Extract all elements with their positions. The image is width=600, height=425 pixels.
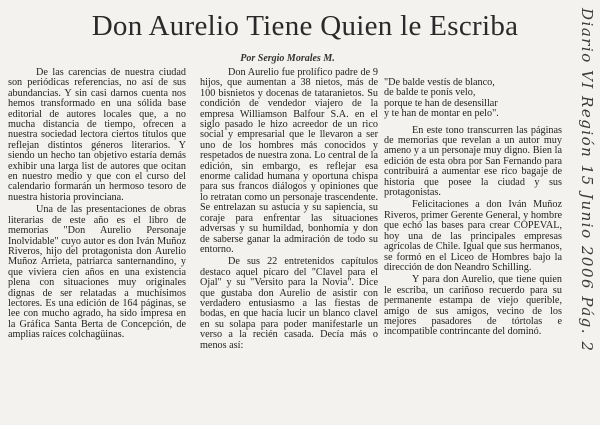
article-byline: Por Sergio Morales M. [240,53,335,64]
paragraph: Y para don Aurelio, que tiene quien le escriba, un cariñoso recuerdo para su permanente estampa de viejo querible, amigo de sus amigos, vecino de los mejores pasadores de tórtolas e incompatible contrincante del dominó. [384,274,562,338]
handwritten-source-note: Diario VI Región 15 Junio 2006 Pág. 2 [578,8,596,353]
paragraph: Una de las presentaciones de obras literarias de este año es el libro de memorias "Don Aurelio Personaje Inolvidable" cuyo autor es don Iván Muñoz Riveros, hijo del protagonista don Aurelio Muñoz Arrieta, patriarca santernandino, y que viviera cien años en una existencia plena con situaciones muy originales dignas de ser relatadas a muchísimos lectores. Es una edición de 164 páginas, se lee con mucho agrado, ha sido impresa en la Gráfica Santa Berta de Concepción, de amplias raíces colchagüinas. [8,204,186,341]
paragraph: En este tono transcurren las páginas de memorias que revelan a un autor muy ameno y a un personaje muy digno. Bien la edición de esta obra por San Fernando para contribuirá a aumentar ese rico bagaje de historia que posee la ciudad y sus protagonistas. [384,124,562,199]
column-3 [384,78,562,338]
paragraph: De las carencias de nuestra ciudad son periódicas referencias, no así de sus abundancias. Y sin casi darnos cuenta nos hemos transformado en una sólida base editorial de autores locales que, a no mucha distancia de tiempo, ofrecen a nuestra sociedad lectora ciertos títulos que reflejan distintos géneros literarios. Y siendo un hecho tan objetivo estaría demás exhibir una larga list de autores que ocitan en nuestro medio y que con el curso del calendario formarán un hermoso tesoro de nuestra historia provinciana. [8,67,186,203]
paragraph: Don Aurelio fue prolífico padre de 9 hijos, que aumentan a 38 nietos, más de 100 bisnietos y docenas de tataranietos. Su condición de vendedor viajero de la empresa Williamson Balfour S.A. en el siglo pasado le hizo acreedor de un rico social y empresarial que le llevaron a ser uno de los hombres más conocidos y respetados de nuestra zona. Lo central de la edición, sin embargo, es reflejar esa enorme calidad humana y oportuna chispa para sus francos diálogos y opiniones que lo retratan como un personaje trascendente. Se entrelazan su astucia y su sapiencia, su coraje para enfrentar las situaciones adversas y su humildad, bonhomía y don de saberse ganar la admiración de todo su entorno. [200,67,378,255]
column-2 [200,68,378,351]
poem-line: y te han de montar en pelo". [384,108,499,120]
poem-line: "De balde vestís de blanco, [384,77,495,88]
poem-line: porque te han de desensillar [384,97,498,109]
article-title: Don Aurelio Tiene Quien le Escriba [91,10,519,42]
paragraph: Felicitaciones a don Iván Muñoz Riveros, primer Gerente General, y hombre que echó las bases para crear COPEVAL, hoy una de las principales empresas agrícolas de Chile. Igual que sus hermanos, se formó en el Liceo de Hombres bajo la dirección de don Neandro Schilling. [384,199,562,273]
poem-line: de balde te ponís velo, [384,87,476,99]
column-1 [8,68,186,341]
poem-verse [384,78,562,120]
paragraph: De sus 22 entretenidos capítulos destaco aquel pícaro del "Clavel para el Ojal" y su "Versito para la Novia". Dice que gustaba don Aurelio de asistir con verdadero entusiasmo a las fiestas de bodas, en que hacía lucir un blanco clavel en su solapa para poder manifestarle un verso a la recién casada. Decía más o menos así: [200,256,378,351]
